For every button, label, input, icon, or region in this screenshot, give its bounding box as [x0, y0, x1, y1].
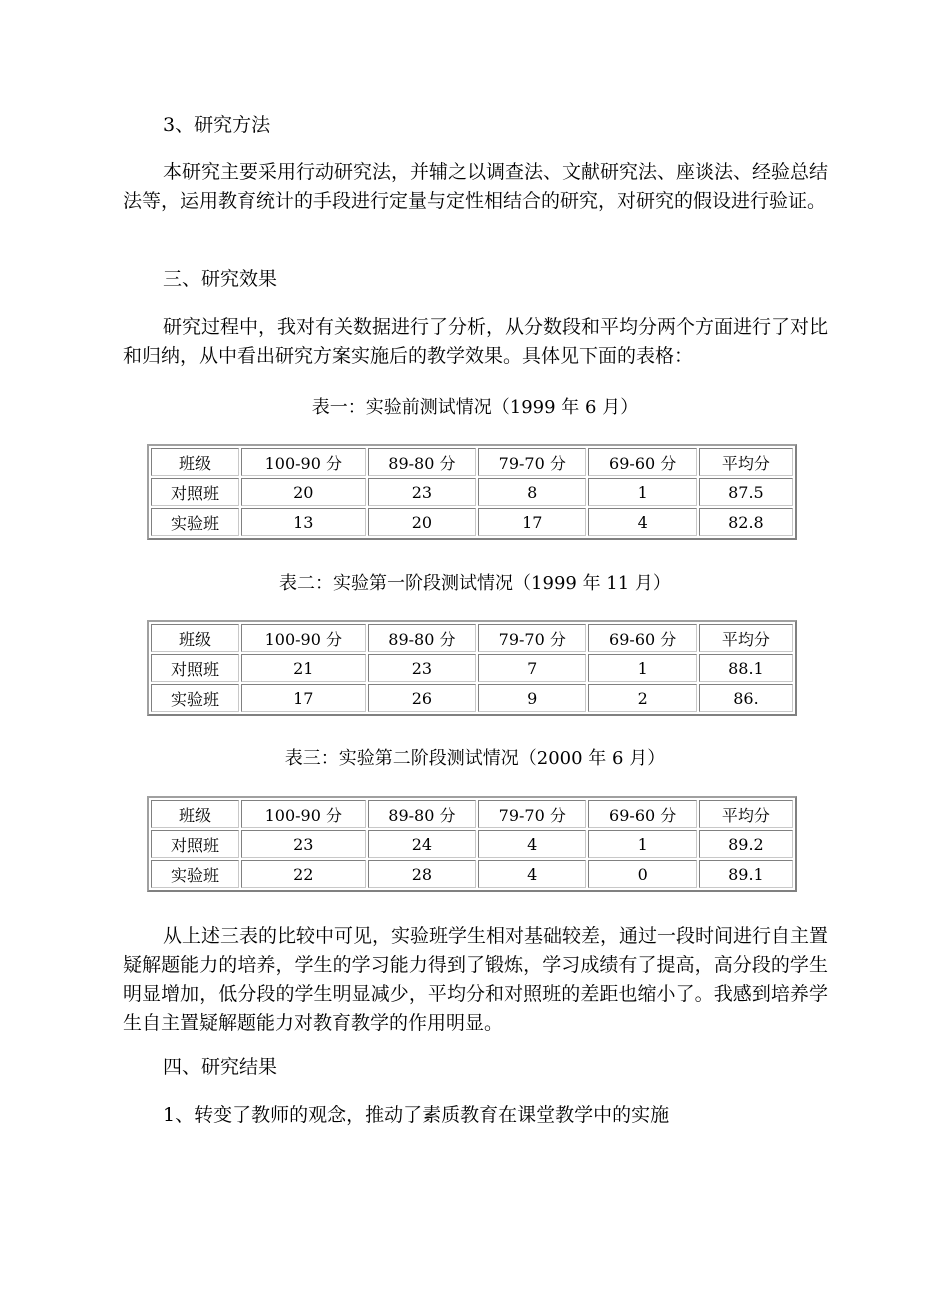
table-cell: 20 [368, 508, 476, 536]
table-cell: 23 [368, 654, 476, 682]
effect-paragraph: 研究过程中，我对有关数据进行了分析，从分数段和平均分两个方面进行了对比和归纳，从中看出研究方案实施后的教学效果。具体见下面的表格： [123, 316, 829, 367]
table-cell: 实验班 [151, 860, 239, 888]
table-cell: 82.8 [699, 508, 793, 536]
table-cell: 22 [241, 860, 366, 888]
table-cell: 1 [588, 654, 696, 682]
table-3 [147, 796, 797, 892]
table-cell: 24 [368, 830, 476, 858]
header-cell: 79-70 分 [478, 448, 586, 476]
table-cell: 88.1 [699, 654, 793, 682]
table-2-caption: 表二：实验第一阶段测试情况（1999 年 11 月） [279, 573, 671, 594]
table-cell: 8 [478, 478, 586, 506]
header-cell: 69-60 分 [588, 800, 696, 828]
table-cell: 13 [241, 508, 366, 536]
table-cell: 17 [478, 508, 586, 536]
table-row [151, 478, 793, 506]
table-cell: 4 [478, 860, 586, 888]
header-cell: 平均分 [699, 800, 793, 828]
table-row [151, 684, 793, 712]
table-cell: 对照班 [151, 830, 239, 858]
table-header-row [151, 624, 793, 652]
header-cell: 100-90 分 [241, 800, 366, 828]
header-cell: 班级 [151, 448, 239, 476]
table-cell: 23 [368, 478, 476, 506]
header-cell: 平均分 [699, 624, 793, 652]
header-cell: 69-60 分 [588, 624, 696, 652]
table-row [151, 508, 793, 536]
table-3-caption: 表三：实验第二阶段测试情况（2000 年 6 月） [284, 748, 666, 769]
table-cell: 21 [241, 654, 366, 682]
table-header-row [151, 800, 793, 828]
table-cell: 1 [588, 478, 696, 506]
table-cell: 0 [588, 860, 696, 888]
table-cell: 对照班 [151, 478, 239, 506]
table-2 [147, 620, 797, 716]
table-cell: 1 [588, 830, 696, 858]
result-item-1: 1、转变了教师的观念，推动了素质教育在课堂教学中的实施 [163, 1104, 670, 1126]
table-cell: 7 [478, 654, 586, 682]
header-cell: 平均分 [699, 448, 793, 476]
table-cell: 23 [241, 830, 366, 858]
table-row [151, 860, 793, 888]
table-cell: 实验班 [151, 684, 239, 712]
table-row [151, 654, 793, 682]
table-cell: 86. [699, 684, 793, 712]
header-cell: 100-90 分 [241, 624, 366, 652]
result-heading: 四、研究结果 [163, 1056, 278, 1078]
table-header-row [151, 448, 793, 476]
header-cell: 79-70 分 [478, 800, 586, 828]
table-cell: 实验班 [151, 508, 239, 536]
header-cell: 班级 [151, 800, 239, 828]
table-cell: 89.2 [699, 830, 793, 858]
conclusion-paragraph: 从上述三表的比较中可见，实验班学生相对基础较差，通过一段时间进行自主置疑解题能力的培养，学生的学习能力得到了锻炼，学习成绩有了提高，高分段的学生明显增加，低分段的学生明显减少，平均分和对照班的差距也缩小了。我感到培养学生自主置疑解题能力对教育教学的作用明显。 [123, 925, 829, 1034]
table-cell: 20 [241, 478, 366, 506]
header-cell: 89-80 分 [368, 448, 476, 476]
header-cell: 89-80 分 [368, 624, 476, 652]
method-paragraph: 本研究主要采用行动研究法，并辅之以调查法、文献研究法、座谈法、经验总结法等，运用教育统计的手段进行定量与定性相结合的研究，对研究的假设进行验证。 [123, 161, 829, 212]
effect-heading: 三、研究效果 [163, 268, 278, 290]
table-cell: 4 [478, 830, 586, 858]
header-cell: 79-70 分 [478, 624, 586, 652]
table-cell: 26 [368, 684, 476, 712]
table-row [151, 830, 793, 858]
table-cell: 2 [588, 684, 696, 712]
table-cell: 28 [368, 860, 476, 888]
table-1 [147, 444, 797, 540]
header-cell: 89-80 分 [368, 800, 476, 828]
table-cell: 9 [478, 684, 586, 712]
header-cell: 班级 [151, 624, 239, 652]
table-cell: 4 [588, 508, 696, 536]
table-cell: 17 [241, 684, 366, 712]
table-cell: 对照班 [151, 654, 239, 682]
method-heading: 3、研究方法 [163, 114, 271, 136]
header-cell: 69-60 分 [588, 448, 696, 476]
table-cell: 89.1 [699, 860, 793, 888]
table-cell: 87.5 [699, 478, 793, 506]
header-cell: 100-90 分 [241, 448, 366, 476]
table-1-caption: 表一：实验前测试情况（1999 年 6 月） [311, 397, 639, 418]
